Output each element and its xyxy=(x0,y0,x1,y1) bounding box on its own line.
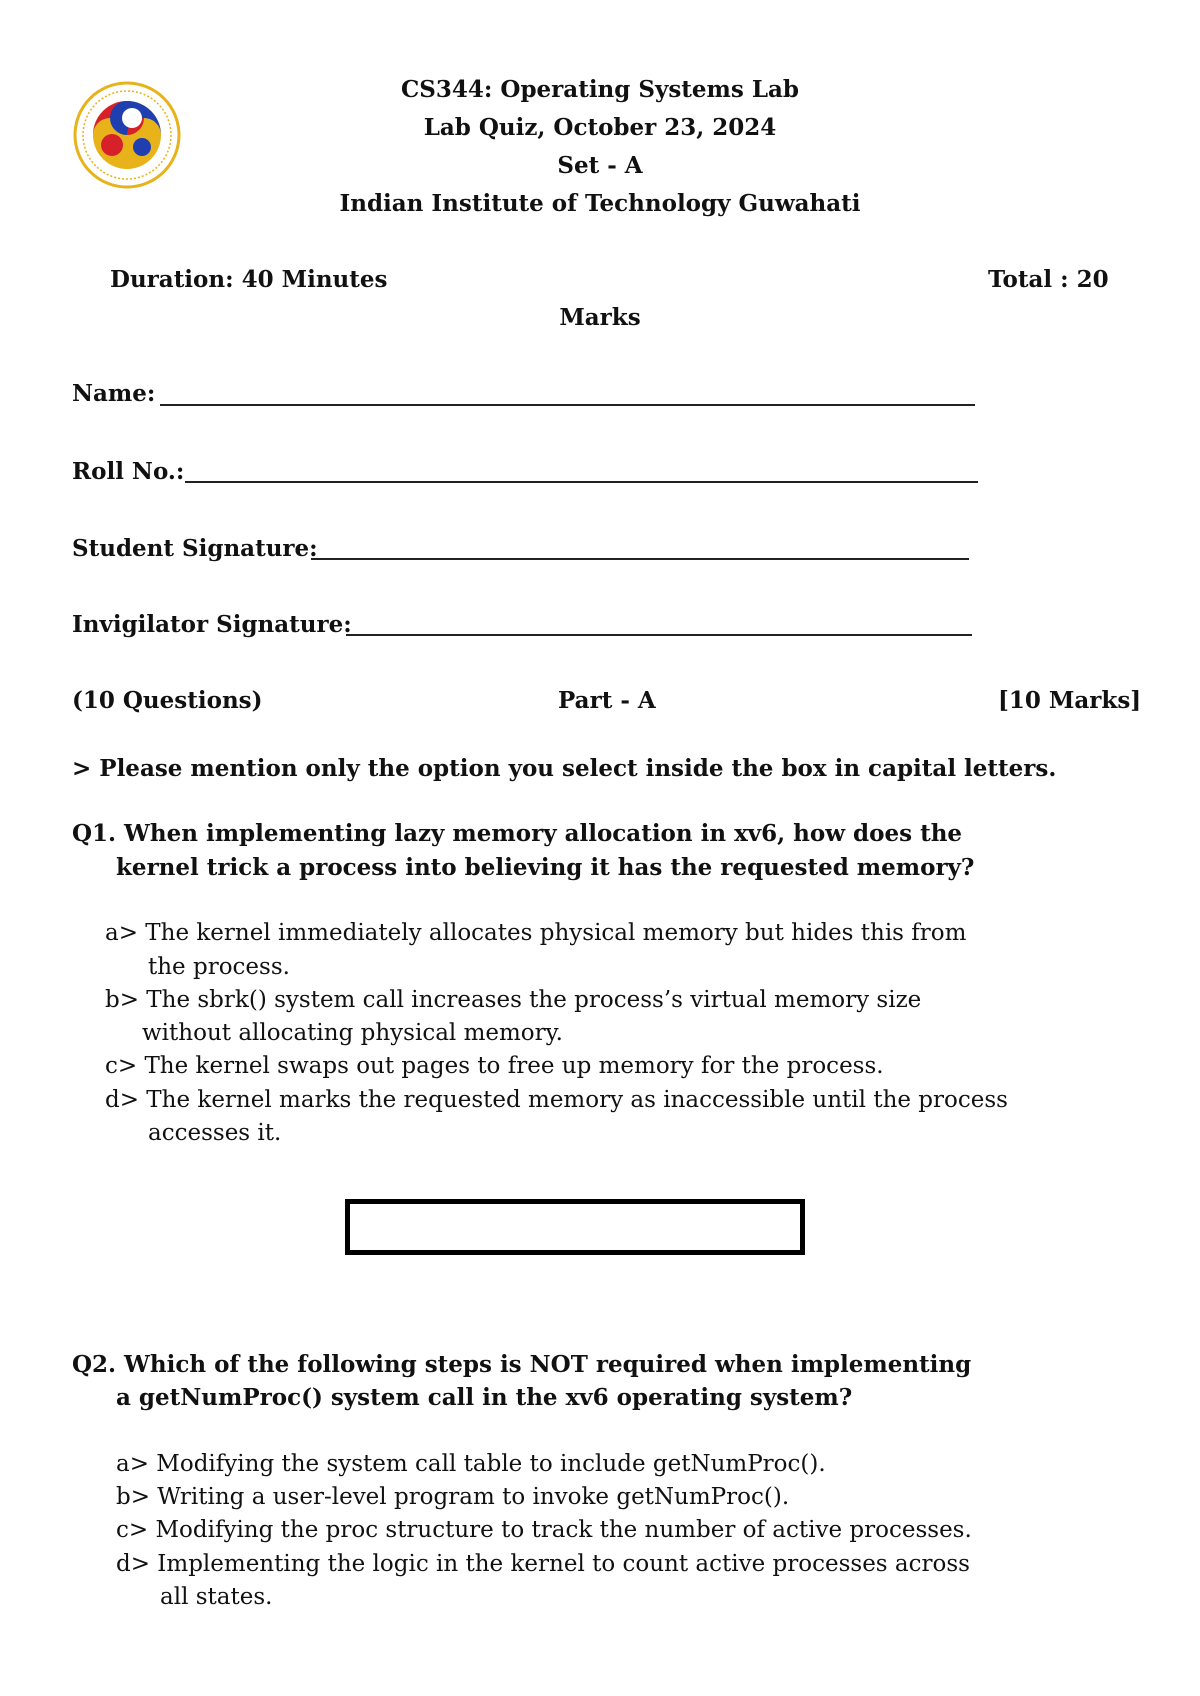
duration: Duration: 40 Minutes xyxy=(110,266,388,293)
q1-option-b: b> The sbrk() system call increases the process’s virtual memory size xyxy=(105,987,922,1013)
q1-option-b-cont: without allocating physical memory. xyxy=(142,1020,563,1046)
institute-name: Indian Institute of Technology Guwahati xyxy=(339,190,861,217)
answer-box[interactable] xyxy=(345,1199,805,1255)
q2-option-a: a> Modifying the system call table to include getNumProc(). xyxy=(116,1451,826,1477)
invigilator-signature-field[interactable] xyxy=(346,634,972,636)
q1-option-a-cont: the process. xyxy=(148,954,290,980)
student-signature-field[interactable] xyxy=(311,558,969,560)
marks-label: Marks xyxy=(559,304,641,331)
quiz-date: Lab Quiz, October 23, 2024 xyxy=(423,114,777,141)
total-marks: Total : 20 xyxy=(988,266,1109,293)
q2-text-line1: Q2. Which of the following steps is NOT required when implementing xyxy=(72,1351,972,1378)
q2-option-d: d> Implementing the logic in the kernel to count active processes across xyxy=(116,1551,970,1577)
roll-label: Roll No.: xyxy=(72,458,185,485)
part-marks: [10 Marks] xyxy=(998,687,1142,714)
q1-text-line2: kernel trick a process into believing it has the requested memory? xyxy=(116,854,975,881)
instruction: > Please mention only the option you select inside the box in capital letters. xyxy=(72,755,1057,782)
set-label: Set - A xyxy=(557,152,643,179)
question-count: (10 Questions) xyxy=(72,687,263,714)
q1-option-c: c> The kernel swaps out pages to free up memory for the process. xyxy=(105,1053,884,1079)
q1-option-a: a> The kernel immediately allocates physical memory but hides this from xyxy=(105,920,967,946)
q2-option-c: c> Modifying the proc structure to track the number of active processes. xyxy=(116,1517,972,1543)
q2-option-b: b> Writing a user-level program to invoke getNumProc(). xyxy=(116,1484,790,1510)
course-title: CS344: Operating Systems Lab xyxy=(401,76,799,103)
roll-field[interactable] xyxy=(185,481,978,483)
part-title: Part - A xyxy=(558,687,656,714)
q1-text-line1: Q1. When implementing lazy memory allocation in xv6, how does the xyxy=(72,820,963,847)
name-field[interactable] xyxy=(160,404,975,406)
q1-option-d-cont: accesses it. xyxy=(148,1120,282,1146)
q2-option-d-cont: all states. xyxy=(160,1584,273,1610)
q1-option-d: d> The kernel marks the requested memory as inaccessible until the process xyxy=(105,1087,1008,1113)
q2-text-line2: a getNumProc() system call in the xv6 operating system? xyxy=(116,1384,853,1411)
invigilator-signature-label: Invigilator Signature: xyxy=(72,611,352,638)
name-label: Name: xyxy=(72,380,156,407)
student-signature-label: Student Signature: xyxy=(72,535,318,562)
